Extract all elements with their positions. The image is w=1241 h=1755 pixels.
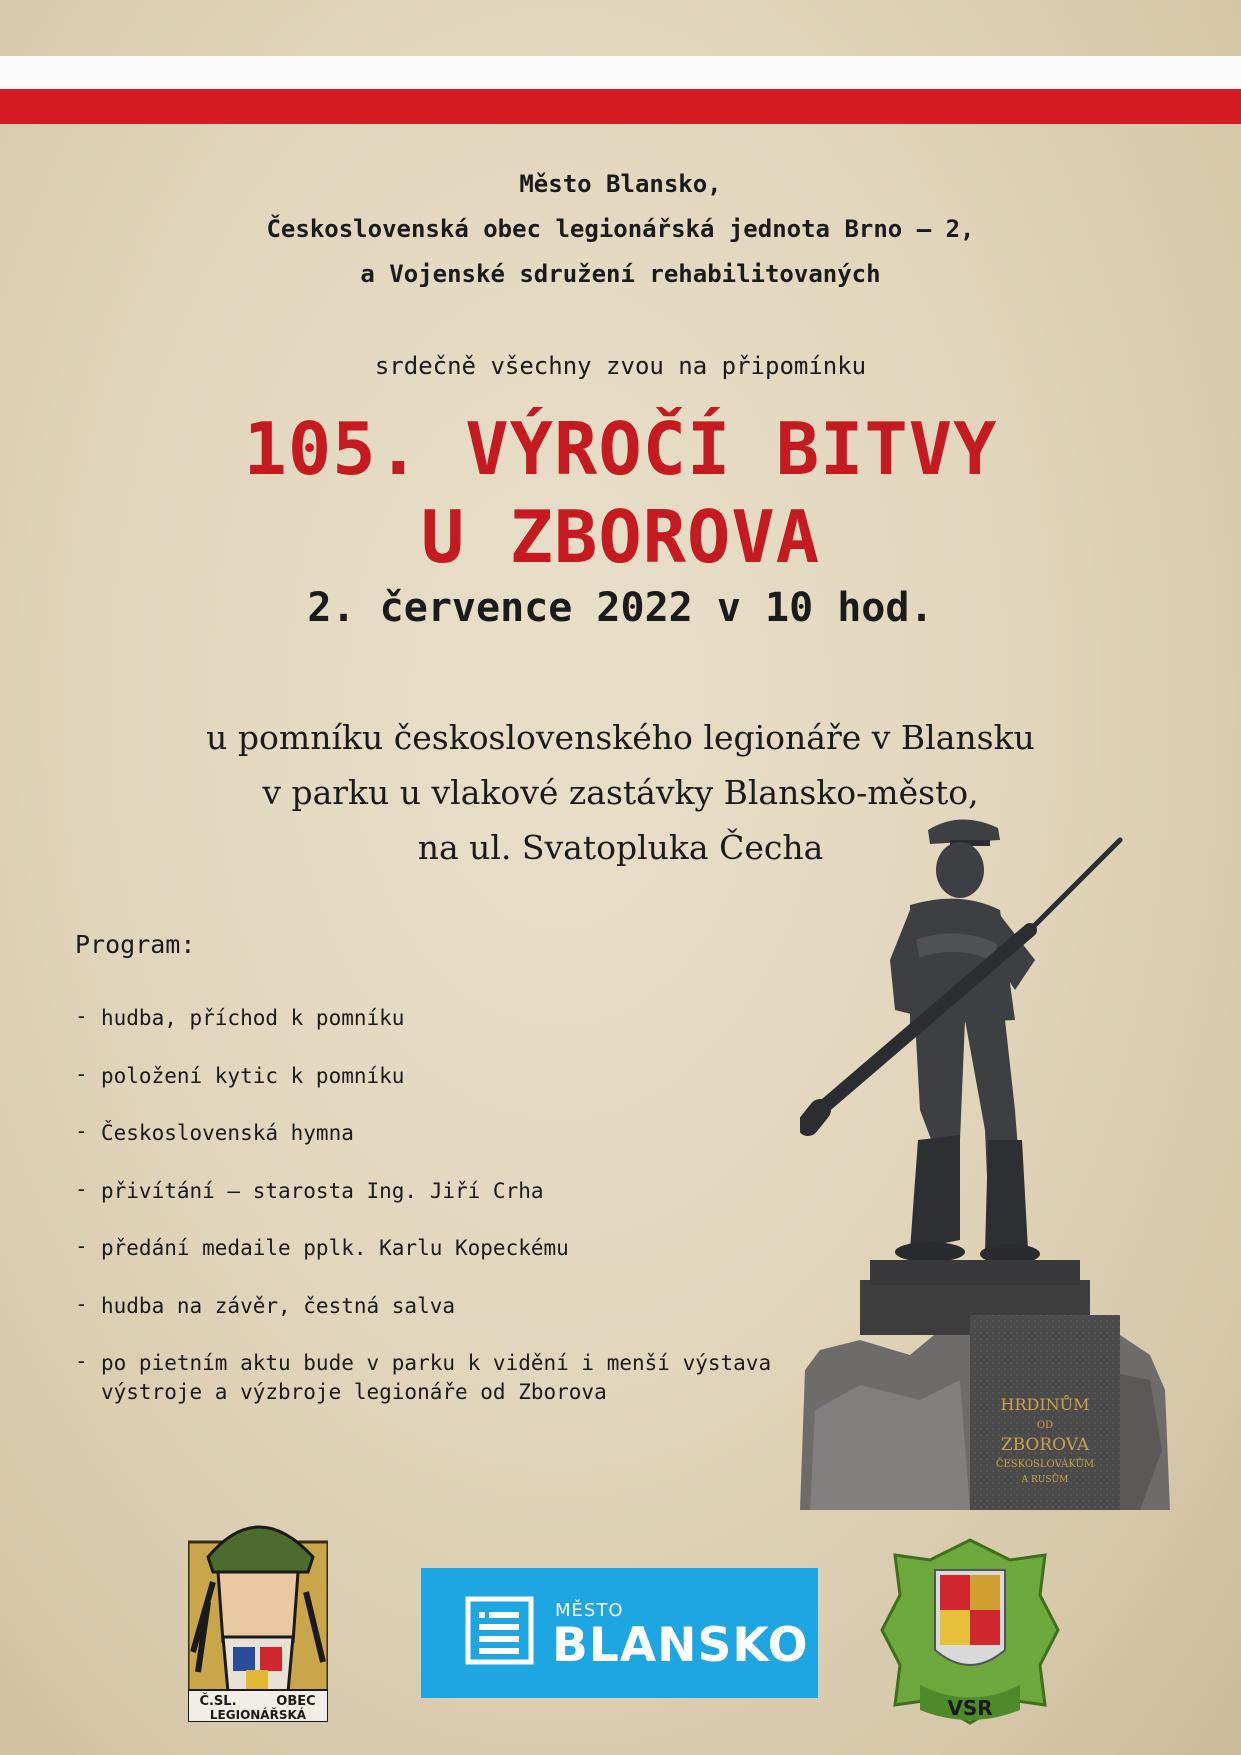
program-item: - Československá hymna	[75, 1119, 354, 1145]
blansko-logo-small-text: MĚSTO	[555, 1600, 624, 1621]
program-heading: Program:	[75, 930, 196, 959]
program-item: - hudba na závěr, čestná salva	[75, 1291, 456, 1318]
inscription-line: ZBOROVA	[1000, 1435, 1090, 1455]
program-item: - položení kytic k pomníku	[75, 1061, 405, 1088]
organizer-line: Československá obec legionářská jednota Brno – 2,	[266, 215, 975, 243]
location-line: v parku u vlakové zastávky Blansko-město,	[262, 773, 979, 812]
program-item: - hudba, příchod k pomníku	[75, 1004, 405, 1030]
mesto-blansko-logo	[421, 1568, 818, 1698]
flag-stripe-white	[0, 56, 1241, 89]
inscription-line: OD	[1036, 1420, 1054, 1431]
vsr-logo	[880, 1535, 1060, 1725]
flag-stripe-red	[0, 89, 1241, 124]
blansko-logo-big-text: BLANSKO	[552, 1618, 809, 1673]
title-line-2: U ZBOROVA	[420, 495, 821, 579]
program-item: - přivítání – starosta Ing. Jiří Crha	[75, 1176, 544, 1203]
invitation-text: srdečně všechny zvou na připomínku	[374, 352, 867, 380]
inscription-line: HRDINŮM	[1000, 1395, 1090, 1414]
organizers	[0, 162, 1241, 297]
vsr-logo-text: VSR	[947, 1696, 993, 1720]
inscription-line: ČESKOSLOVÁKŮM	[995, 1459, 1095, 1470]
inscription-line: A RUSŮM	[1021, 1475, 1069, 1485]
organizer-line: Město Blansko,	[519, 170, 722, 198]
title-line-1: 105. VÝROČÍ BITVY	[243, 407, 998, 491]
program-item: - předání medaile pplk. Karlu Kopeckému	[75, 1234, 569, 1260]
program-list	[75, 1004, 815, 1407]
legionnaire-statue-image	[800, 810, 1180, 1520]
csol-logo-text: LEGIONÁŘSKÁ	[209, 1708, 307, 1722]
location-line: u pomníku československého legionáře v Blansku	[206, 718, 1035, 757]
csol-logo-text: OBEC	[276, 1694, 316, 1709]
csol-logo-text: Č.SL.	[199, 1694, 237, 1709]
csol-logo	[188, 1502, 328, 1722]
organizer-line: a Vojenské sdružení rehabilitovaných	[360, 260, 881, 288]
program-item: - po pietním aktu bude v parku k vidění i menší výstava výstroje a výzbroje legionáře od Zborova	[75, 1349, 772, 1404]
blansko-emblem-icon	[465, 1596, 534, 1665]
location-line: na ul. Svatopluka Čecha	[417, 828, 824, 867]
event-date: 2. července 2022 v 10 hod.	[307, 585, 934, 631]
event-title	[0, 405, 1241, 581]
